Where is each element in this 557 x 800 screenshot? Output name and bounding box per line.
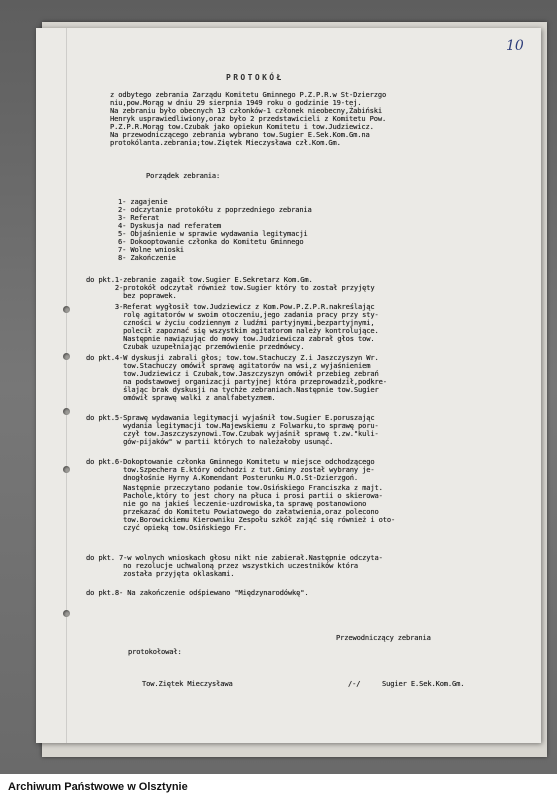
minutes-line: do pkt.1-zebranie zagaił tow.Sugier E.Sekretarz Kom.Gm. [86, 275, 313, 284]
minutes-line: Pachole,który to jest chory na płuca i prosi partii o skierowa- [86, 491, 383, 500]
punch-hole [63, 306, 70, 313]
intro-line: z odbytego zebrania Zarządu Komitetu Gminnego P.Z.P.R.w St-Dzierzgo [110, 90, 387, 99]
minutes-line: tow.Stachuczy omówił sprawę agitatorów na wsi,z wyjaśnieniem [86, 361, 371, 370]
archive-footer [0, 774, 557, 800]
minutes-line: ślając brak dyskusji na tychże zebraniach.Następnie tow.Sugier [86, 385, 379, 394]
minutes-line: do pkt. 7-w wolnych wnioskach głosu nikt nie zabierał.Następnie odczyta- [86, 553, 383, 562]
minutes-line: czyć opieką tow.Osińskiego Fr. [86, 523, 247, 532]
minutes-line: rolę agitatorów w swoim otoczeniu,jego zadania pracy przy sty- [86, 310, 379, 319]
minutes-line: Czubak uzupełniając przemówienie przedmówcy. [86, 342, 305, 351]
minutes-line: gów-pijaków" w partii których to należałoby usunąć. [86, 437, 334, 446]
minutes-line: wydania legitymacji tow.Majewskiemu z Folwarku,to sprawę poru- [86, 421, 379, 430]
intro-line: protokólanta.zebrania;tow.Ziętek Mieczysława czł.Kom.Gm. [110, 138, 341, 147]
minutes-line: czył tow.Jaszczyszynowi.Tow.Czubak wyjaśnił sprawę t.zw."kuli- [86, 429, 379, 438]
agenda-item: 3- Referat [118, 213, 160, 222]
signature-left-name: Tow.Ziętek Mieczysława [142, 679, 233, 688]
minutes-line: Następnie nawiązując do mowy tow.Judziewicza zabrał głos tow. [86, 334, 375, 343]
page-number: 10 [506, 38, 524, 54]
minutes-line: omówił sprawę walki z analfabetyzmem. [86, 393, 276, 402]
signature-mark: /-/ [348, 679, 361, 688]
document-page [36, 28, 541, 743]
signature-left-label: protokołował: [128, 647, 182, 656]
minutes-line: do pkt.8- Na zakończenie odśpiewano "Międzynarodówkę". [86, 588, 309, 597]
agenda-title: Porządek zebrania: [146, 171, 221, 180]
intro-line: P.Z.P.R.Morąg tow.Czubak jako opiekun Komitetu i tow.Judziewicz. [110, 122, 374, 131]
binding-fold [66, 28, 67, 743]
punch-hole [63, 408, 70, 415]
archive-name: Archiwum Państwowe w Olsztynie [8, 781, 188, 793]
minutes-line: do pkt.4-W dyskusji zabrali głos; tow.tow.Stachuczy Z.i Jaszczyszyn Wr. [86, 353, 379, 362]
minutes-line: Następnie przeczytano podanie tow.Osińskiego Franciszka z majt. [86, 483, 383, 492]
agenda-item: 7- Wolne wnioski [118, 245, 184, 254]
minutes-line: na podstawowej organizacji partyjnej która przeprowadził,podkre- [86, 377, 387, 386]
intro-line: niu,pow.Morąg w dniu 29 sierpnia 1949 roku o godzinie 19-tej. [110, 98, 362, 107]
minutes-line: tow.Judziewicz i Czubak,tow.Jaszczyszyn omówił przebieg zebrań [86, 369, 379, 378]
agenda-item: 8- Zakończenie [118, 253, 176, 262]
minutes-line: do pkt.5-Sprawę wydawania legitymacji wyjaśnił tow.Sugier E.poruszając [86, 413, 375, 422]
signature-right-name: Sugier E.Sek.Kom.Gm. [382, 679, 465, 688]
intro-line: Na przewodniczącego zebrania wybrano tow.Sugier E.Sek.Kom.Gm.na [110, 130, 370, 139]
minutes-line: dnogłośnie Hyrny A.Komendant Posterunku M.O.St-Dzierzgoń. [86, 473, 358, 482]
punch-hole [63, 353, 70, 360]
document-title: PROTOKÓŁ [226, 73, 284, 82]
minutes-line: przekazać do Komitetu Powiatowego do załatwienia,oraz polecono [86, 507, 379, 516]
minutes-line: do pkt.6-Dokoptowanie członka Gminnego Komitetu w miejsce odchodzącego [86, 457, 375, 466]
minutes-line: 3-Referat wygłosił tow.Judziewicz z Kom.Pow.P.Z.P.R.nakreślając [86, 302, 375, 311]
agenda-item: 5- Objaśnienie w sprawie wydawania legitymacji [118, 229, 308, 238]
agenda-item: 4- Dyskusja nad referatem [118, 221, 222, 230]
minutes-line: tow.Szpechera E.który odchodzi z tut.Gminy został wybrany je- [86, 465, 375, 474]
intro-line: Na zebraniu było obecnych 13 członków-1 członek nieobecny,Żabiński [110, 106, 382, 115]
intro-line: Henryk usprawiedliwiony,oraz było 2 przedstawicieli z Komitetu Pow. [110, 114, 387, 123]
minutes-line: nie go na jakieś leczenie-uzdrowiska,ta sprawę postanowiono [86, 499, 367, 508]
minutes-line: została przyjęta oklaskami. [86, 569, 235, 578]
minutes-line: 2-protokół odczytał również tow.Sugier który to został przyjęty [86, 283, 375, 292]
agenda-item: 6- Dokooptowanie członka do Komitetu Gminnego [118, 237, 304, 246]
agenda-item: 1- zagajenie [118, 197, 168, 206]
minutes-line: czności w życiu codziennym z ludźmi partyjnymi,bezpartyjnymi, [86, 318, 375, 327]
minutes-line: bez poprawek. [86, 291, 177, 300]
minutes-line: no rezolucje uchwaloną przez wszystkich uczestników która [86, 561, 358, 570]
punch-hole [63, 610, 70, 617]
punch-hole [63, 466, 70, 473]
signature-right-label: Przewodniczący zebrania [336, 633, 431, 642]
minutes-line: tow.Borowickiemu Kierowniku Zespołu szkół zająć się również i oto- [86, 515, 396, 524]
agenda-item: 2- odczytanie protokółu z poprzedniego zebrania [118, 205, 312, 214]
minutes-line: polecił zapoznać się wszystkim agitatorom należy kontrolujące. [86, 326, 379, 335]
